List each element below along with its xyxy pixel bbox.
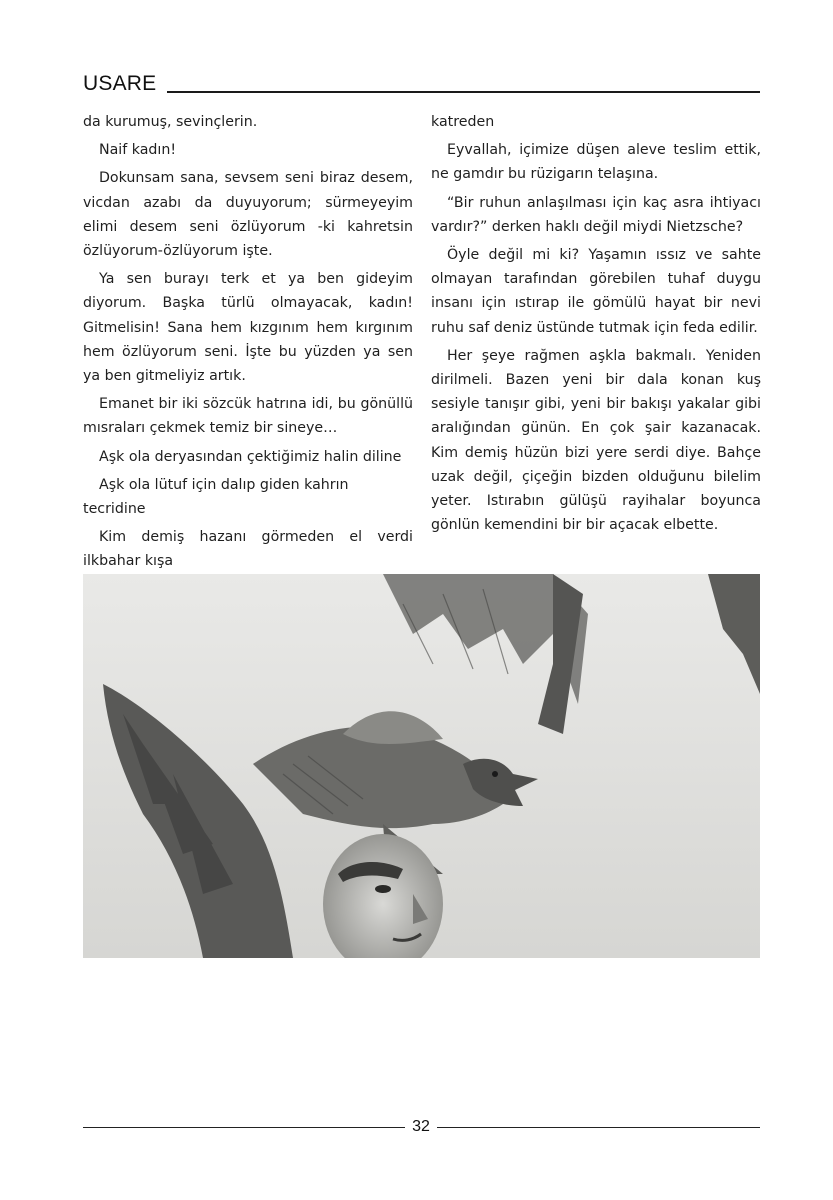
- verse-line: Aşk ola lütuf için dalıp giden kahrın tecridine: [83, 476, 349, 518]
- verse-line: Kim demiş hazanı görmeden el verdi ilkbahar kışa: [83, 529, 413, 570]
- paragraph: Emanet bir iki sözcük hatrına idi, bu gönüllü mısraları çekmek temiz bir sineye…: [83, 396, 413, 437]
- bird-illustration-graphic: [83, 574, 760, 958]
- page-number: 32: [412, 1118, 430, 1135]
- page-footer: [83, 1116, 760, 1138]
- paragraph: Her şeye rağmen aşkla bakmalı. Yeniden dirilmeli. Bazen yeni bir dala konan kuş sesiyle tanışır gibi, yeni bir bakışı yakalar gibi aralığından günün. En çok şair kazanacak. Kim demiş hüzün bizi yere serdi diye. Bahçe uzak değil, çiçeğin bizden olduğunu bilelim yeter. Istırabın gülüşü rayihalar boyunca gönlün kemendini bir bir açacak elbette.: [431, 347, 761, 534]
- paragraph: Dokunsam sana, sevsem seni biraz desem, vicdan azabı da duyuyorum; sürmeyeyim elimi desem seni özlüyorum -ki kahretsin özlüyorum-özlüyorum işte.: [83, 170, 413, 260]
- paragraph: da kurumuş, sevinçlerin.: [83, 114, 258, 130]
- footer-rule-left: [83, 1127, 405, 1128]
- magazine-title: USARE: [83, 72, 157, 95]
- paragraph: Ya sen burayı terk et ya ben gideyim diyorum. Başka türlü olmayacak, kadın! Gitmelisin! Sana hem kızgınım hem kırgınım hem özlüyorum seni. İşte bu yüzden ya sen ya ben gitmeliyiz artık.: [83, 271, 413, 385]
- left-column: [83, 110, 413, 630]
- illustration-birds-and-face: [83, 574, 760, 958]
- right-column: [431, 110, 761, 541]
- paragraph: Öyle değil mi ki? Yaşamın ıssız ve sahte olmayan tarafından görebilen tuhaf duygu insanı için ıstırap ile gömülü hayat bir nevi ruhu saf deniz üstünde tutmak için feda edilir.: [431, 247, 761, 336]
- footer-rule-right: [437, 1127, 760, 1128]
- header-rule: [167, 91, 760, 93]
- paragraph: “Bir ruhun anlaşılması için kaç asra ihtiyacı vardır?” derken haklı değil miydi Nietzsche?: [431, 194, 761, 235]
- page-header: [83, 72, 760, 96]
- verse-line: Aşk ola deryasından çektiğimiz halin diline: [99, 448, 402, 465]
- paragraph: katreden: [431, 114, 495, 130]
- paragraph: Eyvallah, içimize düşen aleve teslim ettik, ne gamdır bu rüzigarın telaşına.: [431, 142, 761, 183]
- paragraph: Naif kadın!: [99, 142, 177, 159]
